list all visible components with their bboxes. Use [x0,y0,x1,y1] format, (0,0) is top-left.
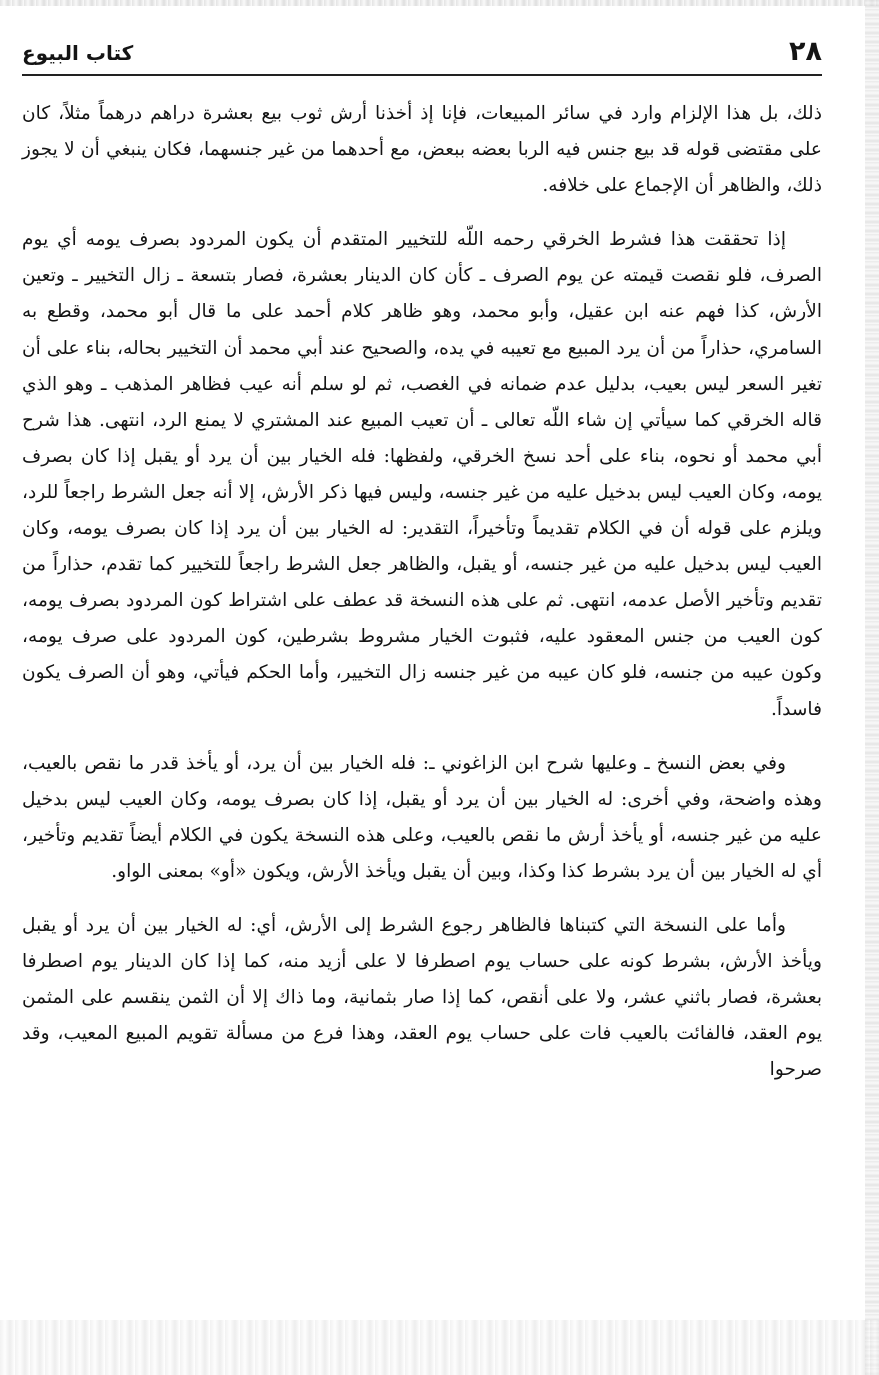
page-number: ٢٨ [789,36,822,67]
scan-edge-bottom [0,1320,879,1375]
main-text [22,96,822,1088]
scan-edge-right [865,0,879,1375]
scan-edge-top [0,0,879,6]
page-header [22,34,822,74]
running-title: كتاب البيوع [22,41,134,65]
paragraph: إذا تحققت هذا فشرط الخرقي رحمه اللّه للتخيير المتقدم أن يكون المردود بصرف يومه أي يوم الصرف، فلو نقصت قيمته عن يوم الصرف ـ كأن كان الدينار بعشرة، فصار بتسعة ـ زال التخيير ـ وتعين الأرش، كذا فهم عنه ابن عقيل، وأبو محمد، وهو ظاهر كلام أحمد على ما قال أبو محمد، وقطع به السامري، حذاراً من أن يرد المبيع مع تعيبه في يده، والصحيح عند أبي محمد أن التخيير بحاله، بناء على أن تغير السعر ليس بعيب، بدليل عدم ضمانه في الغصب، ثم لو سلم أنه عيب فظاهر المذهب ـ وهو الذي قاله الخرقي كما سيأتي إن شاء اللّه تعالى ـ أن تعيب المبيع عند المشتري لا يمنع الرد، انتهى. هذا شرح أبي محمد أو نحوه، بناء على أحد نسخ الخرقي، ولفظها: فله الخيار بين أن يرد أو يقبل إذا كان بصرف يومه، وكان العيب ليس بدخيل عليه من غير جنسه، وليس فيها ذكر الأرش، إلا أنه جعل الشرط راجعاً للرد، ويلزم على قوله أن في الكلام تقديماً وتأخيراً، التقدير: له الخيار بين أن يرد إذا كان بصرف يومه، وكان العيب ليس بدخيل عليه من غير جنسه، أو يقبل، والظاهر جعل الشرط راجعاً للتخيير كما تقدم، حذاراً من تقديم وتأخير الأصل عدمه، انتهى. ثم على هذه النسخة قد عطف على اشتراط كون المردود بصرف يومه، كون العيب من جنس المعقود عليه، فثبوت الخيار مشروط بشرطين، كون المردود على صرف يومه، وكون عيبه من جنسه، فلو كان عيبه من غير جنسه زال التخيير، وأما الحكم فيأتي، وهو أن الصرف يكون فاسداً. [22,229,822,720]
header-rule [22,74,822,76]
paragraph: وفي بعض النسخ ـ وعليها شرح ابن الزاغوني ـ: فله الخيار بين أن يرد، أو يأخذ قدر ما نقص بالعيب، وهذه واضحة، وفي أخرى: له الخيار بين أن يرد أو يقبل، إذا كان بصرف يومه، وكان العيب ليس بدخيل عليه من غير جنسه، أو يأخذ أرش ما نقص بالعيب، وعلى هذه النسخة يكون في الكلام أيضاً تقديم وتأخير، أي له الخيار بين أن يرد بشرط كذا وكذا، وبين أن يقبل ويأخذ الأرش، ويكون «أو» بمعنى الواو. [22,752,822,882]
paragraph: وأما على النسخة التي كتبناها فالظاهر رجوع الشرط إلى الأرش، أي: له الخيار بين أن يرد أو يقبل ويأخذ الأرش، بشرط كونه على حساب يوم اصطرفا لا على أزيد منه، كما إذا كان الدينار يوم اصطرفا بعشرة، فصار باثني عشر، ولا على أنقص، كما إذا صار بثمانية، وما ذاك إلا أن الثمن ينقسم على المثمن يوم العقد، فالفائت بالعيب فات على حساب يوم العقد، وهذا فرع من مسألة تقويم المبيع المعيب، وقد صرحوا [22,914,822,1081]
paragraph-continuation: ذلك، بل هذا الإلزام وارد في سائر المبيعات، فإنا إذ أخذنا أرش ثوب بيع بعشرة دراهم درهماً مثلاً، كان على مقتضى قوله قد بيع جنس فيه الربا بعضه ببعض، مع أحدهما من غير جنسهما، فكان ينبغي أن لا يجوز ذلك، والظاهر أن الإجماع على خلافه. [22,103,822,197]
